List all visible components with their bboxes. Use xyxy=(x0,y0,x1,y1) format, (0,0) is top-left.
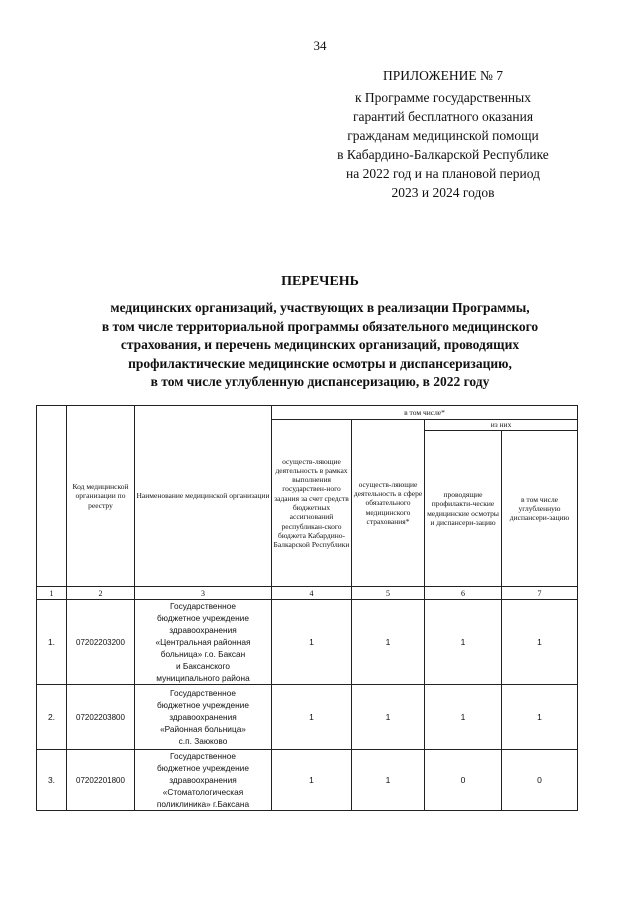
row-name xyxy=(135,685,272,750)
row-deep: 1 xyxy=(502,600,578,685)
appendix-title: ПРИЛОЖЕНИЕ № 7 xyxy=(382,68,504,83)
header-index xyxy=(37,406,67,587)
row-name-line: здравоохранения xyxy=(169,625,237,635)
appendix-line: к Программе государственных xyxy=(355,90,531,105)
row-name-line: больница» г.о. Баксан xyxy=(160,649,246,659)
subheading-line: в том числе углубленную диспансеризацию, в 2022 году xyxy=(150,374,490,389)
row-name-line: Государственное xyxy=(170,751,236,761)
row-name-line: поликлиника» г.Баксана xyxy=(156,799,250,809)
table-row xyxy=(37,750,578,811)
subheading-line: страхования, и перечень медицинских организаций, проводящих xyxy=(120,337,520,352)
row-name-line: бюджетное учреждение xyxy=(157,700,249,710)
row-name-line: муниципального района xyxy=(156,673,250,683)
header-subgroup: из них xyxy=(425,420,578,431)
row-deep: 0 xyxy=(502,750,578,811)
row-oms: 1 xyxy=(352,600,425,685)
row-budget: 1 xyxy=(272,750,352,811)
row-name-line: бюджетное учреждение xyxy=(157,763,249,773)
row-name-line: и Баксанского xyxy=(175,661,230,671)
row-name xyxy=(135,600,272,685)
subheading-line: профилактические медицинские осмотры и диспансеризацию, xyxy=(128,355,512,371)
row-deep: 1 xyxy=(502,685,578,750)
document-subheading xyxy=(40,299,600,392)
row-oms: 1 xyxy=(352,750,425,811)
row-budget: 1 xyxy=(272,685,352,750)
row-index: 2. xyxy=(37,685,67,750)
row-oms: 1 xyxy=(352,685,425,750)
header-deep: в том числе углубленную диспансери-зацию xyxy=(502,431,578,587)
row-code: 07202203800 xyxy=(67,685,135,750)
row-name-line: «Центральная районная xyxy=(155,637,251,647)
row-name-line: Государственное xyxy=(170,601,236,611)
column-number: 5 xyxy=(352,587,425,600)
column-number: 1 xyxy=(37,587,67,600)
document-heading: ПЕРЕЧЕНЬ xyxy=(281,274,359,289)
header-budget: осуществ-ляющие деятельность в рамках выполнения государствен-ного задания за счет средств бюджетных ассигнований республикан-ского бюджета Кабардино-Балкарской Республики xyxy=(272,420,352,587)
column-number: 6 xyxy=(425,587,502,600)
column-number: 3 xyxy=(135,587,272,600)
header-name: Наименование медицинской организации xyxy=(135,406,272,587)
row-prophylactic: 1 xyxy=(425,685,502,750)
header-prophylactic: проводящие профилакти-ческие медицинские осмотры и диспансери-зацию xyxy=(425,431,502,587)
row-code: 07202203200 xyxy=(67,600,135,685)
column-number: 2 xyxy=(67,587,135,600)
subheading-line: в том числе территориальной программы обязательного медицинского xyxy=(101,318,539,334)
medical-organizations-table xyxy=(36,405,578,811)
subheading-line: медицинских организаций, участвующих в реализации Программы, xyxy=(110,300,530,315)
row-budget: 1 xyxy=(272,600,352,685)
column-number-row xyxy=(37,587,578,600)
table-row xyxy=(37,685,578,750)
row-name-line: Государственное xyxy=(170,688,236,698)
page-number: 34 xyxy=(313,38,327,53)
row-name-line: здравоохранения xyxy=(169,712,237,722)
row-name-line: здравоохранения xyxy=(169,775,237,785)
row-code: 07202201800 xyxy=(67,750,135,811)
header-group: в том числе* xyxy=(272,406,578,420)
row-index: 3. xyxy=(37,750,67,811)
table-row xyxy=(37,600,578,685)
row-name-line: «Районная больница» xyxy=(160,724,246,734)
appendix-line: на 2022 год и на плановой период xyxy=(346,166,540,181)
row-prophylactic: 0 xyxy=(425,750,502,811)
row-index: 1. xyxy=(37,600,67,685)
appendix-line: гарантий бесплатного оказания xyxy=(352,109,534,124)
row-prophylactic: 1 xyxy=(425,600,502,685)
row-name-line: с.п. Заюково xyxy=(178,736,228,746)
column-number: 7 xyxy=(502,587,578,600)
appendix-line: в Кабардино-Балкарской Республике xyxy=(337,147,549,162)
column-number: 4 xyxy=(272,587,352,600)
appendix-line: гражданам медицинской помощи xyxy=(347,128,539,143)
header-oms: осуществ-ляющие деятельность в сфере обязательного медицинского страхования* xyxy=(352,420,425,587)
appendix-block xyxy=(318,66,568,202)
header-code: Код медицинской организации по реестру xyxy=(67,406,135,587)
row-name-line: бюджетное учреждение xyxy=(157,613,249,623)
row-name-line: «Стоматологическая xyxy=(162,787,244,797)
appendix-line: 2023 и 2024 годов xyxy=(391,185,495,200)
row-name xyxy=(135,750,272,811)
